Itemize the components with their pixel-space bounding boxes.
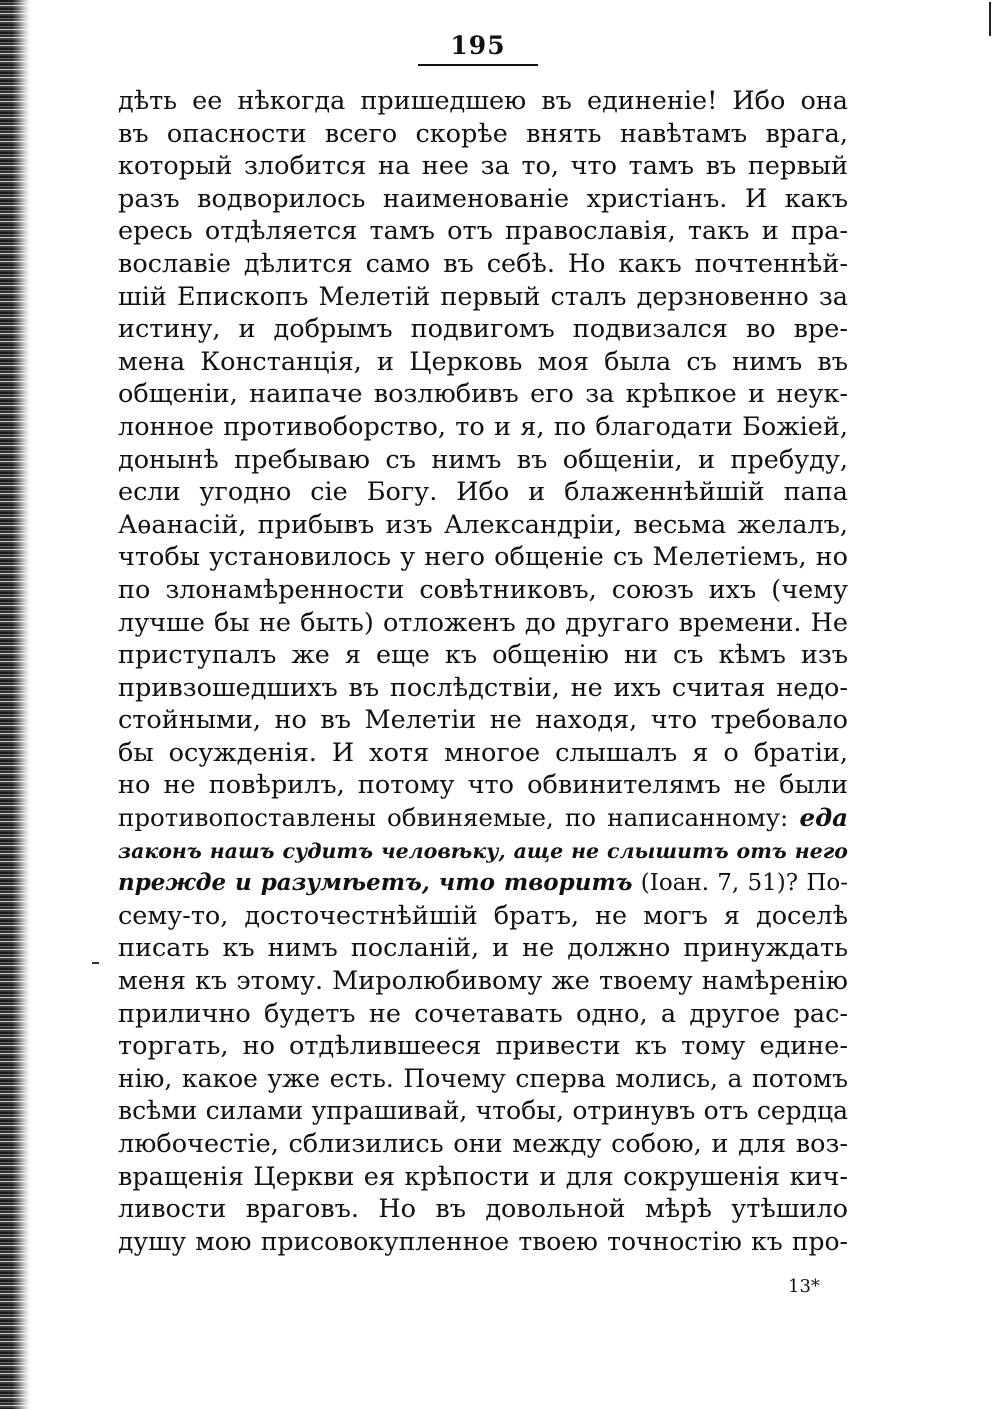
text-line-with-italic [118, 867, 848, 900]
page-number: 195 [450, 31, 506, 60]
body-text [118, 85, 848, 1258]
text-line: чтобы установилось у него общеніе съ Мелетіемъ, но [118, 542, 848, 573]
scripture-reference: (Іоан. 7, 51)? По- [640, 870, 848, 897]
text-line: донынѣ пребываю съ нимъ въ общеніи, и пребуду, [118, 444, 848, 475]
text-line: вращенія Церкви ея крѣпости и для сокрушенія кич- [118, 1161, 848, 1192]
text-line: душу мою присовокупленное твоею точностію къ про- [118, 1226, 848, 1256]
text-line: любочестіе, сблизились они между собою, и для воз- [118, 1129, 848, 1159]
margin-mark [92, 962, 99, 964]
signature-mark: 13* [788, 1276, 820, 1297]
text-line: лонное противоборство, то и я, по благодати Божіей, [118, 411, 848, 442]
scanned-page-edge [0, 0, 30, 1409]
text-line: дѣть ее нѣкогда пришедшею въ единеніе! Ибо она [118, 86, 848, 116]
text-line: по злонамѣренности совѣтниковъ, союзъ ихъ (чему [118, 574, 848, 605]
page-header [418, 30, 538, 62]
text-line: торгать, но отдѣлившееся привести къ тому едине- [118, 1031, 848, 1062]
text-line: мена Констанція, и Церковь моя была съ нимъ въ [118, 346, 848, 377]
text-line: истину, и добрымъ подвигомъ подвизался во вре- [118, 314, 848, 345]
text-line: писать къ нимъ посланій, и не должно принуждать [118, 933, 848, 964]
text-line: нію, какое уже есть. Почему сперва молись, а потомъ [118, 1063, 848, 1093]
scripture-quote: прежде и разумѣетъ, что творитъ [118, 869, 633, 897]
scan-margin-mark [989, 2, 991, 36]
scripture-quote-line: законъ нашъ судитъ человѣку, аще не слышитъ отъ него [118, 838, 848, 863]
text-line: меня къ этому. Миролюбивому же твоему намѣренію [118, 966, 848, 997]
text-line: шій Епископъ Мелетій первый сталъ дерзновенно за [118, 281, 848, 312]
text-line: который злобится на нее за то, что тамъ въ первый [118, 151, 848, 182]
text-line: общеніи, наипаче возлюбивъ его за крѣпкое и неук- [118, 379, 848, 410]
text-line: лучше бы не быть) отложенъ до другаго времени. Не [118, 607, 848, 638]
text-line: но не повѣрилъ, потому что обвинителямъ не были [118, 770, 848, 801]
text-line: если угодно сіе Богу. Ибо и блаженнѣйшій папа [118, 477, 848, 508]
text-line-with-italic [118, 802, 848, 835]
text-segment: противопоставлены обвиняемые, по написанному: [118, 803, 789, 833]
text-line: прилично будетъ не сочетавать одно, а другое рас- [118, 998, 848, 1029]
text-line: вославіе дѣлится само въ себѣ. Но какъ почтеннѣй- [118, 248, 848, 279]
text-line: разъ водворилось наименованіе христіанъ. И какъ [118, 183, 848, 214]
text-line: стойными, но въ Мелетіи не находя, что требовало [118, 705, 848, 736]
text-line: всѣми силами упрашивай, чтобы, отринувъ отъ сердца [118, 1096, 848, 1126]
text-line: Аѳанасій, прибывъ изъ Александріи, весьма желалъ, [118, 509, 848, 540]
text-line: ливости враговъ. Но въ довольной мѣрѣ утѣшило [118, 1194, 848, 1225]
header-rule [418, 64, 538, 66]
text-line: привзошедшихъ въ послѣдствіи, не ихъ считая недо- [118, 672, 848, 703]
text-line: приступалъ же я еще къ общенію ни съ кѣмъ изъ [118, 640, 848, 671]
scripture-quote: еда [799, 803, 848, 833]
text-line: бы осужденія. И хотя многое слышалъ я о братіи, [118, 737, 848, 768]
text-line: ересь отдѣляется тамъ отъ православія, такъ и пра- [118, 216, 848, 247]
text-line: сему-то, досточестнѣйшій братъ, не могъ я доселѣ [118, 900, 848, 931]
text-line: въ опасности всего скорѣе внять навѣтамъ врага, [118, 118, 848, 149]
